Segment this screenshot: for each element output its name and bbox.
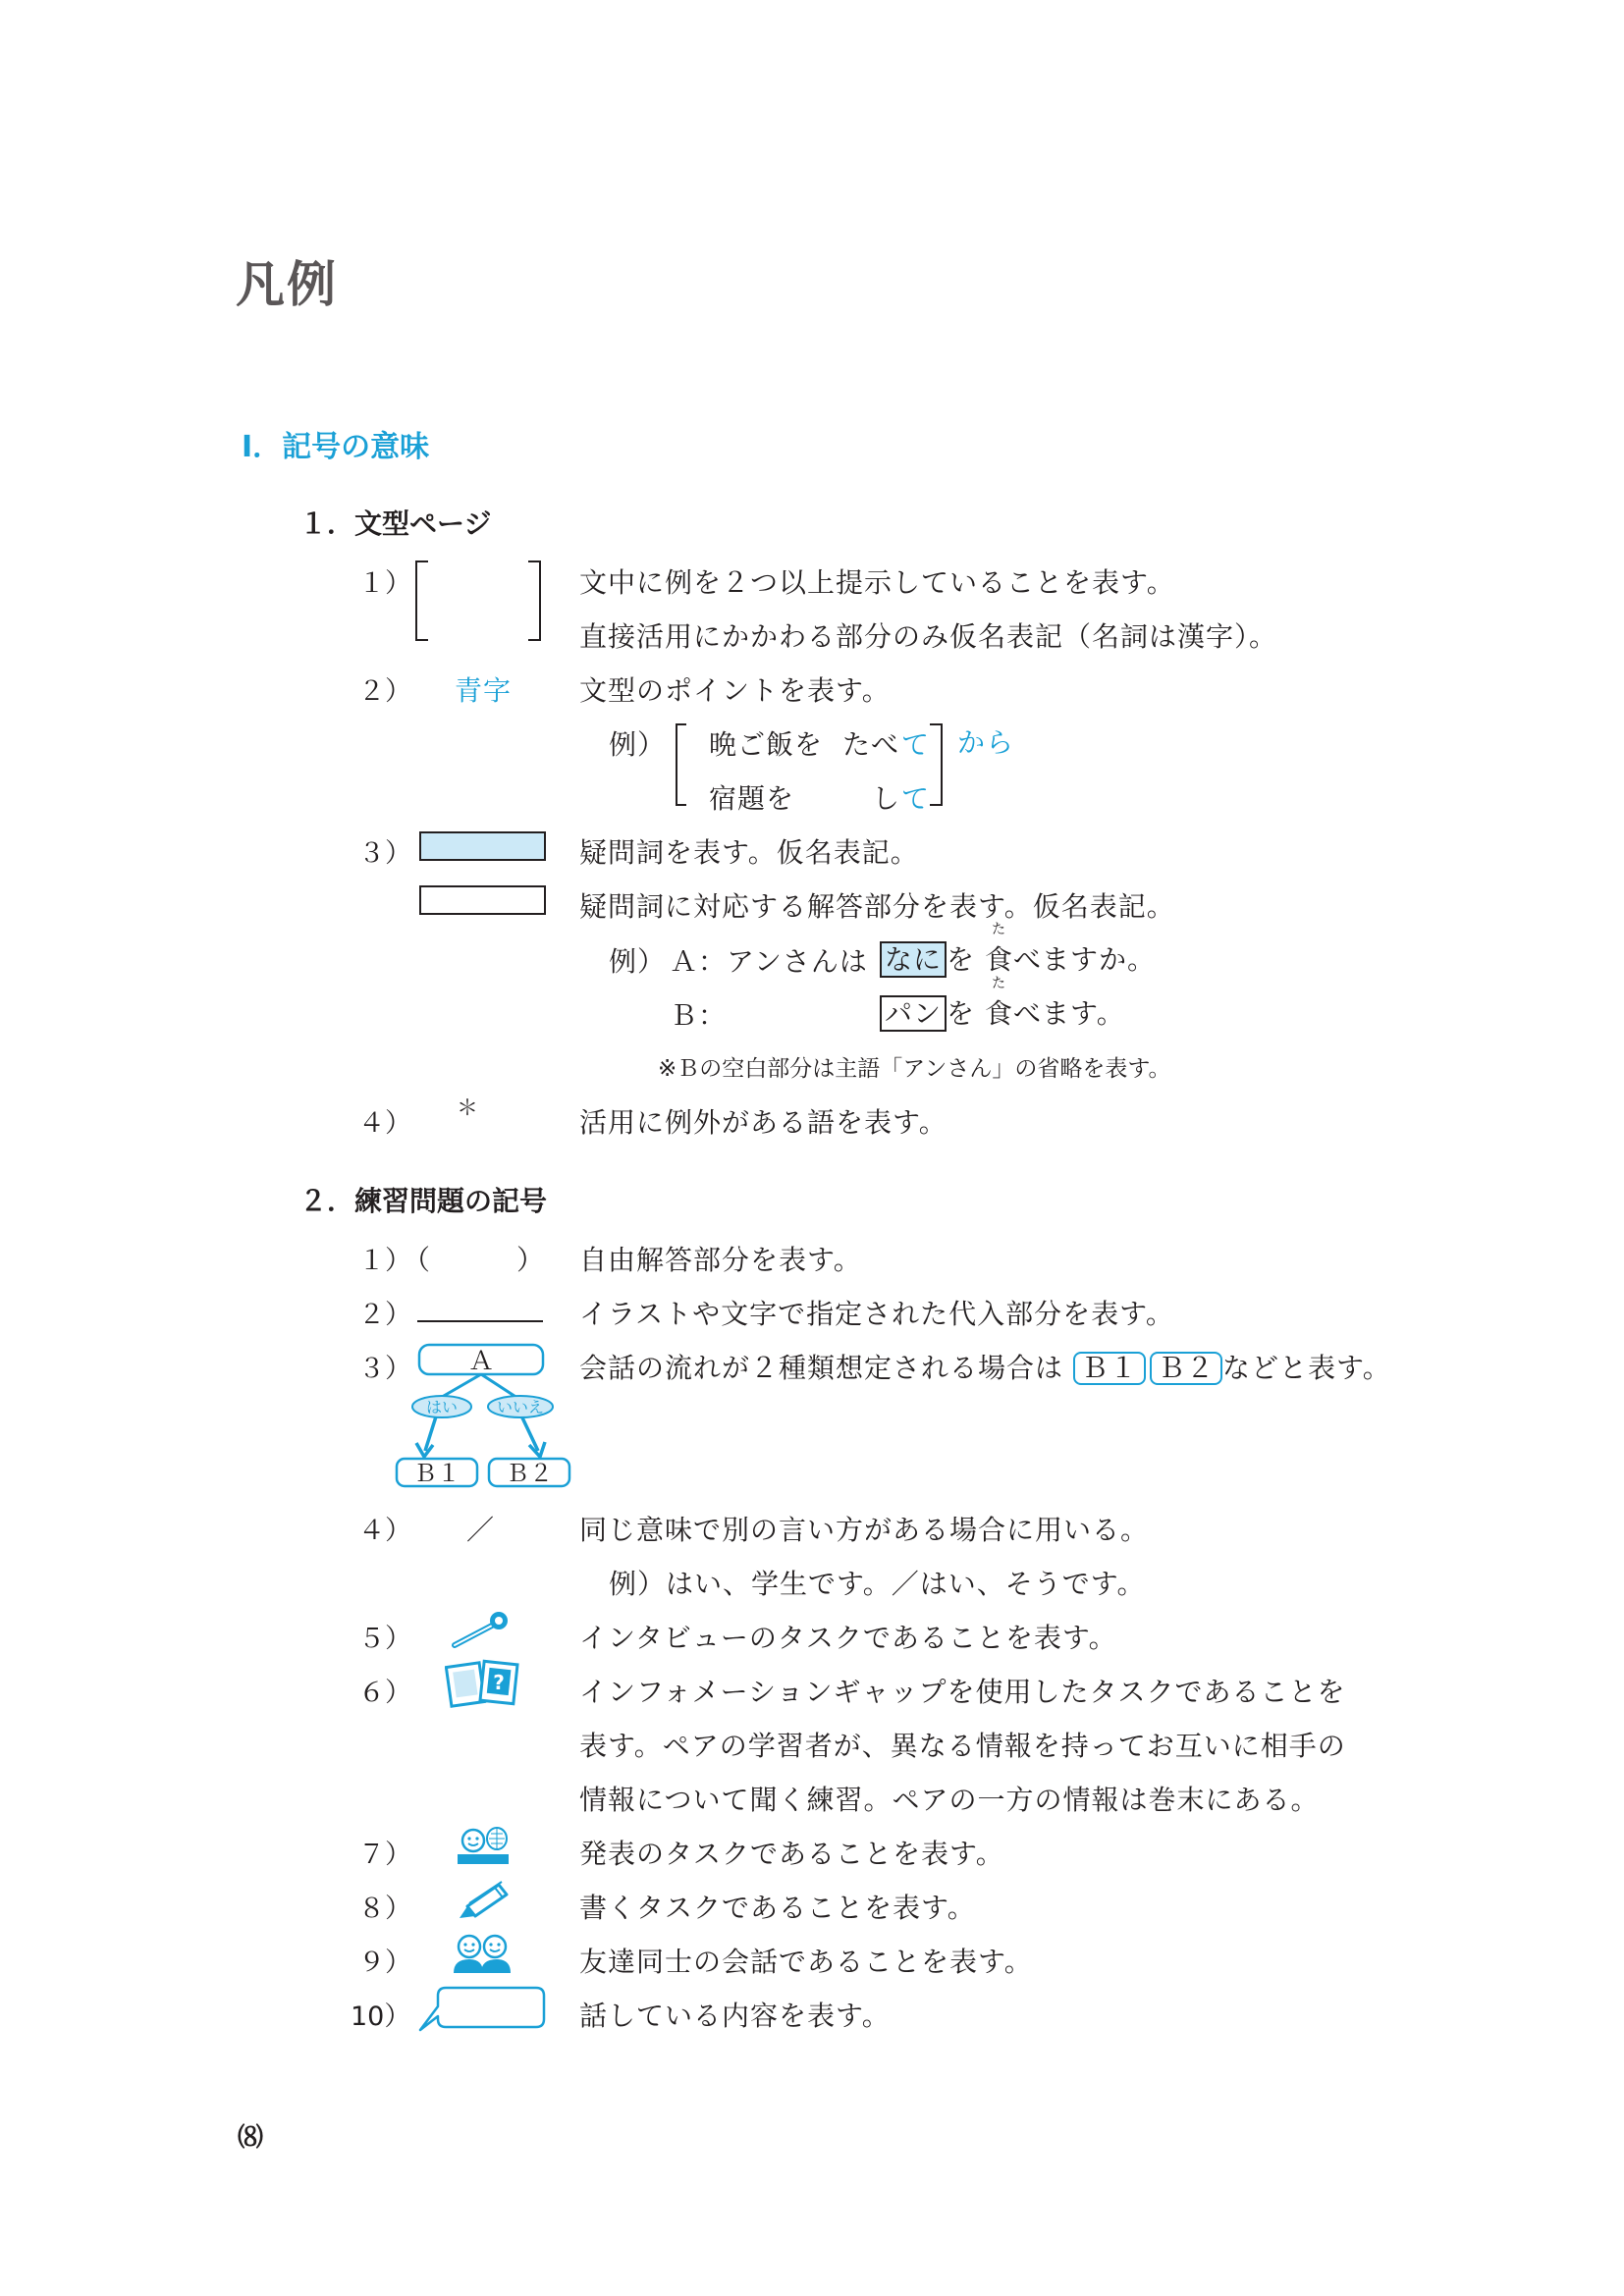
b2-tag: Ｂ２	[1150, 1352, 1222, 1385]
item-description: 情報について聞く練習。ペアの一方の情報は巻末にある。	[579, 1784, 1320, 1816]
item-number: ９）	[358, 1948, 411, 1978]
particle: を	[947, 997, 976, 1030]
example-label: 例）	[609, 945, 667, 978]
ruby-text: た	[991, 922, 1006, 937]
example-text: し	[872, 782, 901, 815]
info-gap-cards-icon	[445, 1657, 521, 1710]
item-description: インタビューのタスクであることを表す。	[579, 1622, 1117, 1654]
item-description: 話している内容を表す。	[579, 2000, 891, 2032]
example-text: 晩ご飯を	[709, 728, 824, 761]
page-number: ⑻	[238, 2123, 264, 2153]
kanji-with-ruby	[984, 976, 1013, 1032]
item-description: 活用に例外がある語を表す。	[579, 1106, 947, 1139]
item-description: 直接活用にかかわる部分のみ仮名表記（名詞は漢字）。	[579, 620, 1278, 653]
item-description: 疑問詞を表す。仮名表記。	[579, 836, 919, 869]
example-answer-line	[880, 922, 1156, 978]
conversation-flow-diagram	[393, 1341, 574, 1488]
example-point: て	[901, 728, 931, 761]
item-number: １）	[358, 1246, 411, 1276]
answer-box: パン	[880, 995, 947, 1032]
item-description: などと表す。	[1221, 1352, 1391, 1384]
blue-text-symbol: 青字	[455, 674, 513, 707]
pencil-icon	[454, 1877, 513, 1920]
slash-symbol: ／	[466, 1514, 496, 1546]
subsection-heading-2: ２．練習問題の記号	[299, 1185, 548, 1217]
speech-bubble-icon	[416, 1985, 548, 2036]
subsection-heading-1: １．文型ページ	[299, 507, 492, 540]
item-description: 同じ意味で別の言い方がある場合に用いる。	[579, 1514, 1150, 1546]
ruby-text: た	[991, 976, 1006, 991]
example-label: 例）	[609, 728, 667, 761]
item-description: 発表のタスクであることを表す。	[579, 1838, 1004, 1870]
example-text: べます。	[1012, 997, 1125, 1030]
flow-top-label: Ａ	[467, 1347, 495, 1376]
example-text: Ｂ：	[670, 999, 728, 1032]
item-number: ７）	[358, 1840, 411, 1870]
item-description: 自由解答部分を表す。	[579, 1244, 862, 1276]
item-number: ３）	[358, 838, 411, 869]
page-title: 凡例	[236, 256, 338, 313]
bracket-symbol	[412, 558, 545, 644]
item-number: ４）	[358, 1108, 411, 1139]
flow-b1-label: Ｂ１	[413, 1460, 460, 1487]
item-description: 文型のポイントを表す。	[579, 674, 891, 707]
item-description: インフォメーションギャップを使用したタスクであることを	[579, 1676, 1346, 1708]
item-description: 文中に例を２つ以上提示していることを表す。	[579, 566, 1175, 599]
question-word-highlight: なに	[880, 941, 947, 978]
item-number: ２）	[358, 1300, 411, 1330]
item-description: 書くタスクであることを表す。	[579, 1892, 976, 1924]
kanji-with-ruby	[984, 922, 1013, 978]
kanji: 食	[984, 943, 1013, 976]
flow-b2-label: Ｂ２	[506, 1460, 553, 1487]
item-description: 疑問詞に対応する解答部分を表す。仮名表記。	[579, 890, 1175, 923]
example-point: から	[957, 726, 1015, 759]
example-note: ※Ｂの空白部分は主語「アンさん」の省略を表す。	[658, 1056, 1171, 1082]
presentation-icon	[454, 1824, 513, 1867]
item-number: 10）	[351, 2002, 411, 2032]
example-text: 宿題を	[709, 782, 795, 815]
item-number: １）	[358, 568, 411, 599]
b1-tag: Ｂ１	[1073, 1352, 1146, 1385]
friends-icon	[450, 1930, 514, 1975]
particle: を	[947, 943, 976, 976]
item-description-line	[579, 1347, 1391, 1386]
svg-text:?: ?	[493, 1671, 505, 1694]
example-point: て	[901, 782, 931, 815]
item-description: 友達同士の会話であることを表す。	[579, 1946, 1033, 1978]
microphone-icon	[447, 1610, 515, 1651]
example-text: Ａ：アンさんは	[670, 945, 868, 978]
item-description: 表す。ペアの学習者が、異なる情報を持ってお互いに相手の	[579, 1730, 1346, 1762]
section-heading: Ⅰ．記号の意味	[242, 430, 430, 464]
item-number: ４）	[358, 1516, 411, 1546]
item-number: ２）	[358, 676, 411, 707]
example-text: べますか。	[1012, 943, 1156, 976]
flow-no-label: いいえ	[496, 1398, 545, 1416]
item-number: ６）	[358, 1678, 411, 1708]
item-description: 会話の流れが２種類想定される場合は	[579, 1352, 1064, 1384]
item-number: ３）	[358, 1354, 411, 1384]
example-text: 例）はい、学生です。／はい、そうです。	[609, 1568, 1146, 1600]
kanji: 食	[984, 997, 1013, 1030]
item-description: イラストや文字で指定された代入部分を表す。	[579, 1298, 1174, 1330]
example-text: たべ	[842, 728, 900, 761]
item-number: ５）	[358, 1624, 411, 1654]
example-answer-line	[880, 976, 1125, 1032]
asterisk-symbol: ＊	[457, 1096, 479, 1121]
item-number: ８）	[358, 1894, 411, 1924]
question-word-box-symbol	[419, 831, 546, 861]
answer-box-symbol	[419, 885, 546, 915]
parenthesis-symbol: （ ）	[403, 1244, 546, 1276]
underline-symbol	[417, 1320, 543, 1322]
flow-yes-label: はい	[425, 1398, 459, 1416]
